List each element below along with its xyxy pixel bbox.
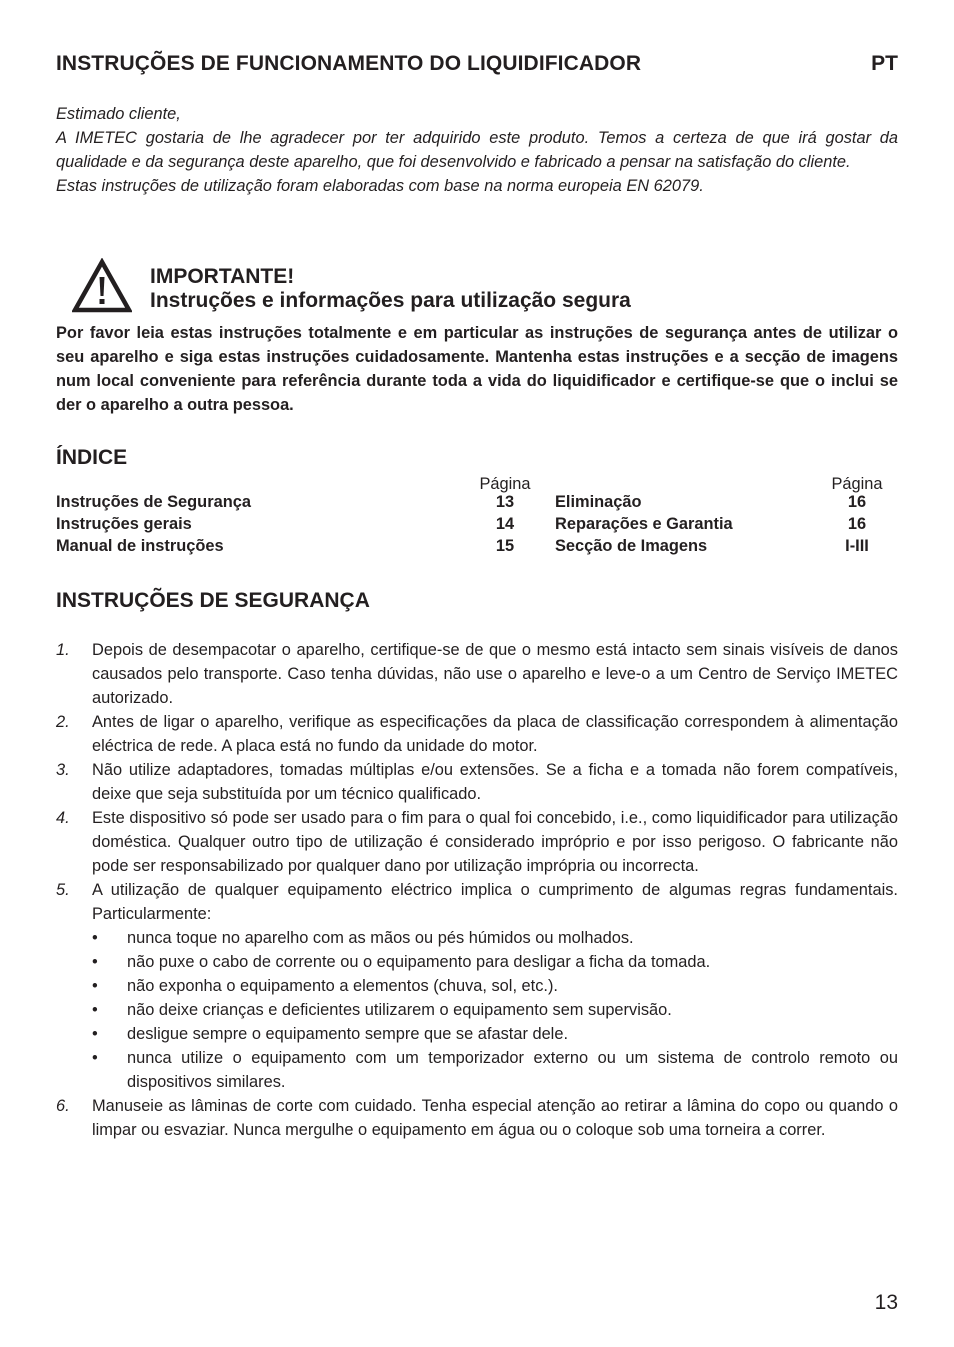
index-entry-label: Secção de Imagens <box>555 537 708 555</box>
language-code: PT <box>871 52 898 75</box>
list-item-text: nunca utilize o equipamento com um temporizador externo ou um sistema de controlo remoto ou dispositivos similares. <box>127 1049 898 1091</box>
bullet-icon: • <box>92 1001 98 1019</box>
list-item <box>92 1022 898 1046</box>
list-item <box>92 926 898 950</box>
index-entry-label: Reparações e Garantia <box>555 515 733 533</box>
list-item <box>92 1046 898 1094</box>
safety-item-text: Este dispositivo só pode ser usado para o fim para o qual foi concebido, i.e., como liquidificador para utilização doméstica. Qualquer outro tipo de utilização é considerado impróprio e por isso perigoso. O fabricante não pode ser responsabilizado por qualquer dano por utilização imprópria ou incorrecta. <box>92 809 898 875</box>
important-subtitle: Instruções e informações para utilização segura <box>150 289 631 312</box>
list-item-text: não exponha o equipamento a elementos (chuva, sol, etc.). <box>127 977 558 995</box>
bullet-icon: • <box>92 977 98 995</box>
index-page-header-left: Página <box>479 475 531 493</box>
safety-item-number: 1. <box>56 641 70 659</box>
safety-item-number: 3. <box>56 761 70 779</box>
safety-item-text: Depois de desempacotar o aparelho, certifique-se de que o mesmo está intacto sem sinais visíveis de danos causados pelo transporte. Caso tenha dúvidas, não use o aparelho e leve-o a um Centro de Serviço IMETEC autorizado. <box>92 641 898 707</box>
safety-item-number: 4. <box>56 809 70 827</box>
list-item-text: não deixe crianças e deficientes utilizarem o equipamento sem supervisão. <box>127 1001 672 1019</box>
safety-item <box>56 638 898 710</box>
safety-item-text: A utilização de qualquer equipamento eléctrico implica o cumprimento de algumas regras fundamentais. Particularmente: <box>92 881 898 923</box>
safety-item-number: 2. <box>56 713 70 731</box>
safety-item <box>56 806 898 878</box>
safety-instructions-list <box>56 638 898 1142</box>
index-title: ÍNDICE <box>56 446 128 469</box>
list-item-text: nunca toque no aparelho com as mãos ou pés húmidos ou molhados. <box>127 929 634 947</box>
intro-paragraph: A IMETEC gostaria de lhe agradecer por ter adquirido este produto. Temos a certeza de que irá gostar da qualidade e da segurança deste aparelho, que foi desenvolvido e fabricado a pensar na satisfação do cliente. <box>56 129 898 171</box>
index-entry-page: 16 <box>847 493 867 511</box>
safety-item-number: 5. <box>56 881 70 899</box>
safety-section-title: INSTRUÇÕES DE SEGURANÇA <box>56 589 370 612</box>
page-number: 13 <box>874 1291 898 1314</box>
safety-rules-list <box>92 926 898 1094</box>
intro-greeting: Estimado cliente, <box>56 105 181 123</box>
safety-item <box>56 758 898 806</box>
safety-item-text: Antes de ligar o aparelho, verifique as especificações da placa de classificação correspondem à alimentação eléctrica de rede. A placa está no fundo da unidade do motor. <box>92 713 898 755</box>
intro-text <box>56 102 898 198</box>
index-entry-page: 16 <box>847 515 867 533</box>
list-item <box>92 974 898 998</box>
warning-triangle-icon <box>72 258 132 314</box>
important-body: Por favor leia estas instruções totalmente e em particular as instruções de segurança antes de utilizar o seu aparelho e siga estas instruções cuidadosamente. Mantenha estas instruções e a secção de imagens num local conveniente para referência durante toda a vida do liquidificador e certifique-se que o inclui se der o aparelho a outra pessoa. <box>56 324 898 414</box>
page-title: INSTRUÇÕES DE FUNCIONAMENTO DO LIQUIDIFICADOR <box>56 52 642 75</box>
index-entry-label: Instruções de Segurança <box>56 493 251 511</box>
bullet-icon: • <box>92 929 98 947</box>
safety-item-text: Não utilize adaptadores, tomadas múltiplas e/ou extensões. Se a ficha e a tomada não forem compatíveis, deixe que seja substituída por um técnico qualificado. <box>92 761 898 803</box>
list-item-text: não puxe o cabo de corrente ou o equipamento para desligar a ficha da tomada. <box>127 953 711 971</box>
intro-norm-note: Estas instruções de utilização foram elaboradas com base na norma europeia EN 62079. <box>56 177 704 195</box>
safety-item <box>56 878 898 1094</box>
list-item-text: desligue sempre o equipamento sempre que se afastar dele. <box>127 1025 568 1043</box>
list-item <box>92 998 898 1022</box>
index-entry-label: Instruções gerais <box>56 515 192 533</box>
index-entry-label: Eliminação <box>555 493 642 511</box>
index-entry-page: 15 <box>495 537 515 555</box>
index-entry-page: 13 <box>495 493 515 511</box>
safety-item <box>56 710 898 758</box>
safety-item <box>56 1094 898 1142</box>
safety-item-text: Manuseie as lâminas de corte com cuidado. Tenha especial atenção ao retirar a lâmina do copo ou quando o limpar ou esvaziar. Nunca mergulhe o equipamento em água ou o coloque sob uma torneira a correr. <box>92 1097 898 1139</box>
index-entry-label: Manual de instruções <box>56 537 224 555</box>
index-entry-page: 14 <box>495 515 515 533</box>
bullet-icon: • <box>92 1049 98 1067</box>
safety-item-number: 6. <box>56 1097 70 1115</box>
bullet-icon: • <box>92 1025 98 1043</box>
important-heading <box>150 265 631 313</box>
important-title: IMPORTANTE! <box>150 265 295 288</box>
index-entry-page: I-III <box>845 537 869 555</box>
page-header <box>56 52 898 78</box>
index-page-header-right: Página <box>831 475 883 493</box>
bullet-icon: • <box>92 953 98 971</box>
list-item <box>92 950 898 974</box>
